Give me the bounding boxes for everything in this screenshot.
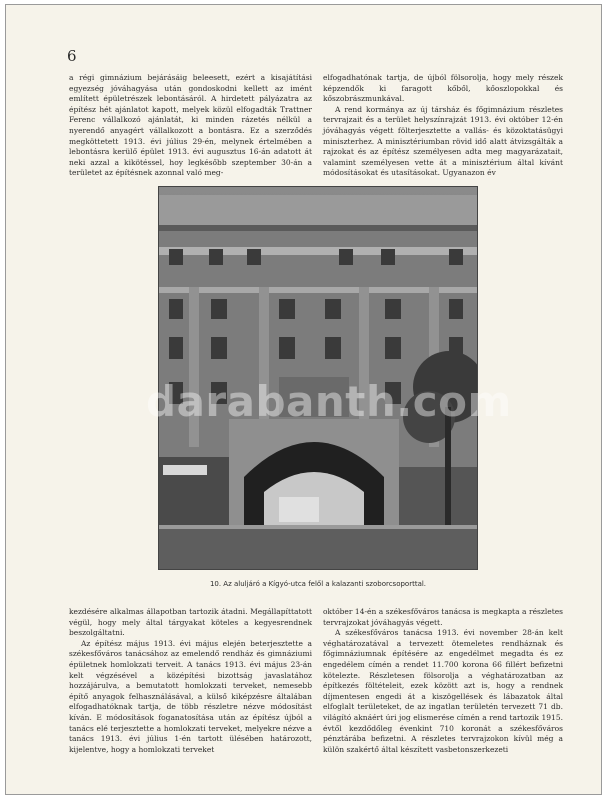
document-page <box>5 4 602 795</box>
text-column-bottom-left <box>69 607 312 755</box>
paragraph: Az építész május 1913. évi május elején beterjesztette a székesfőváros tanácsához az emelendő rendház és gimnáziumi épületnek homlokzati terveit. A tanács 1913. évi május 23-án kelt végzésével a középítési bizottság javaslatához hozzájárulva, a bemutatott homlokzati terveket, nemesebb építő anyagok felhasználásával, a külső kiképzésre általában elfogadhatóknak tartja, de több részletre nézve módosítást kíván. E módosítások foganatosítása után az építész újból a tanács elé terjesztette a homlokzati terveket, melyekre nézve a tanács 1913. évi július 1-én tartott ülésében határozott, kijelentve, hogy a homlokzati terveket <box>69 638 312 754</box>
paragraph: október 14-én a székesfőváros tanácsa is megkapta a részletes tervrajzokat jóváhagyás végett. <box>323 607 563 627</box>
paragraph: kezdésére alkalmas állapotban tartozik átadni. Megállapíttatott végül, hogy mely által tárgyakat köteles a kegyesrendnek beszolgáltatni. <box>69 607 312 638</box>
paragraph: elfogadhatónak tartja, de újból fölsorolja, hogy mely részek képzendők ki faragott kőből, kőoszlopokkal és kőszobrászmunkával. <box>323 73 563 104</box>
watermark: darabanth.com <box>146 377 512 426</box>
text-column-top-left <box>69 73 312 179</box>
text-column-top-right <box>323 73 563 179</box>
paragraph: A rend kormánya az új társház és főgimnázium részletes tervrajzait és a terület helyszínrajzát 1913. évi október 12-én jóváhagyás végett fölterjesztette a vallás- és közoktatásügyi miniszterhez. A minisztériumban rövid idő alatt átvizsgálták a rajzokat és az építész személyesen adta meg magyarázatait, valamint személyesen vette át a minisztérium által kívánt módosításokat és utasításokat. Ugyanazon év <box>323 104 563 178</box>
paragraph: A székesfőváros tanácsa 1913. évi november 28-án kelt véghatározatával a tervezett ötemeletes rendháznak és főgimnáziumnak építésére az engedélmet megadta és ez engedélem címén a rendet 11.700 korona 66 fillért befizetni kötelezte. Részletesen fölsorolja a véghatározatban az építkezés föltételeit, ezek között azt is, hogy a rendnek díjmentesen engedi át a kiszögellések és lábazatok által elfoglalt területeket, de az ingatlan területén tervezett 71 db. világító aknáért úri jog elismerése címén a rend tartozik 1915. évtől kezdődőleg évenkint 710 koronát a székesfőváros pénztárába befizetni. A részletes tervrajzokon kívül még a külön szakértő által készített vasbetonszerkezeti <box>323 628 563 754</box>
paragraph: a régi gimnázium bejárásáig beleesett, ezért a kisajátítási egyezség jóváhagyása után gondoskodni kellett az imént említett épületrészek lebontásáról. A hirdetett pályázatra az építész hét ajánlatot kapott, melyek közül elfogadták Trattner Ferenc vállalkozó ajánlatát, ki minden rázetés nélkül a nyerendő anyagért vállalkozott a bontásra. Ez a szerződés megköttetett 1913. évi július 29-én, melynek értelmében a lebontásra kerülő épület 1913. évi augusztus 16-án adatott át neki azzal a kikötéssel, hoy legkésőbb szeptember 30-án a területet az építésnek azonnal való meg- <box>69 73 312 178</box>
page-number: 6 <box>67 47 77 65</box>
figure-caption: 10. Az aluljáró a Kígyó-utca felől a kalazanti szoborcsoporttal. <box>209 580 427 588</box>
text-column-bottom-right <box>323 607 563 755</box>
